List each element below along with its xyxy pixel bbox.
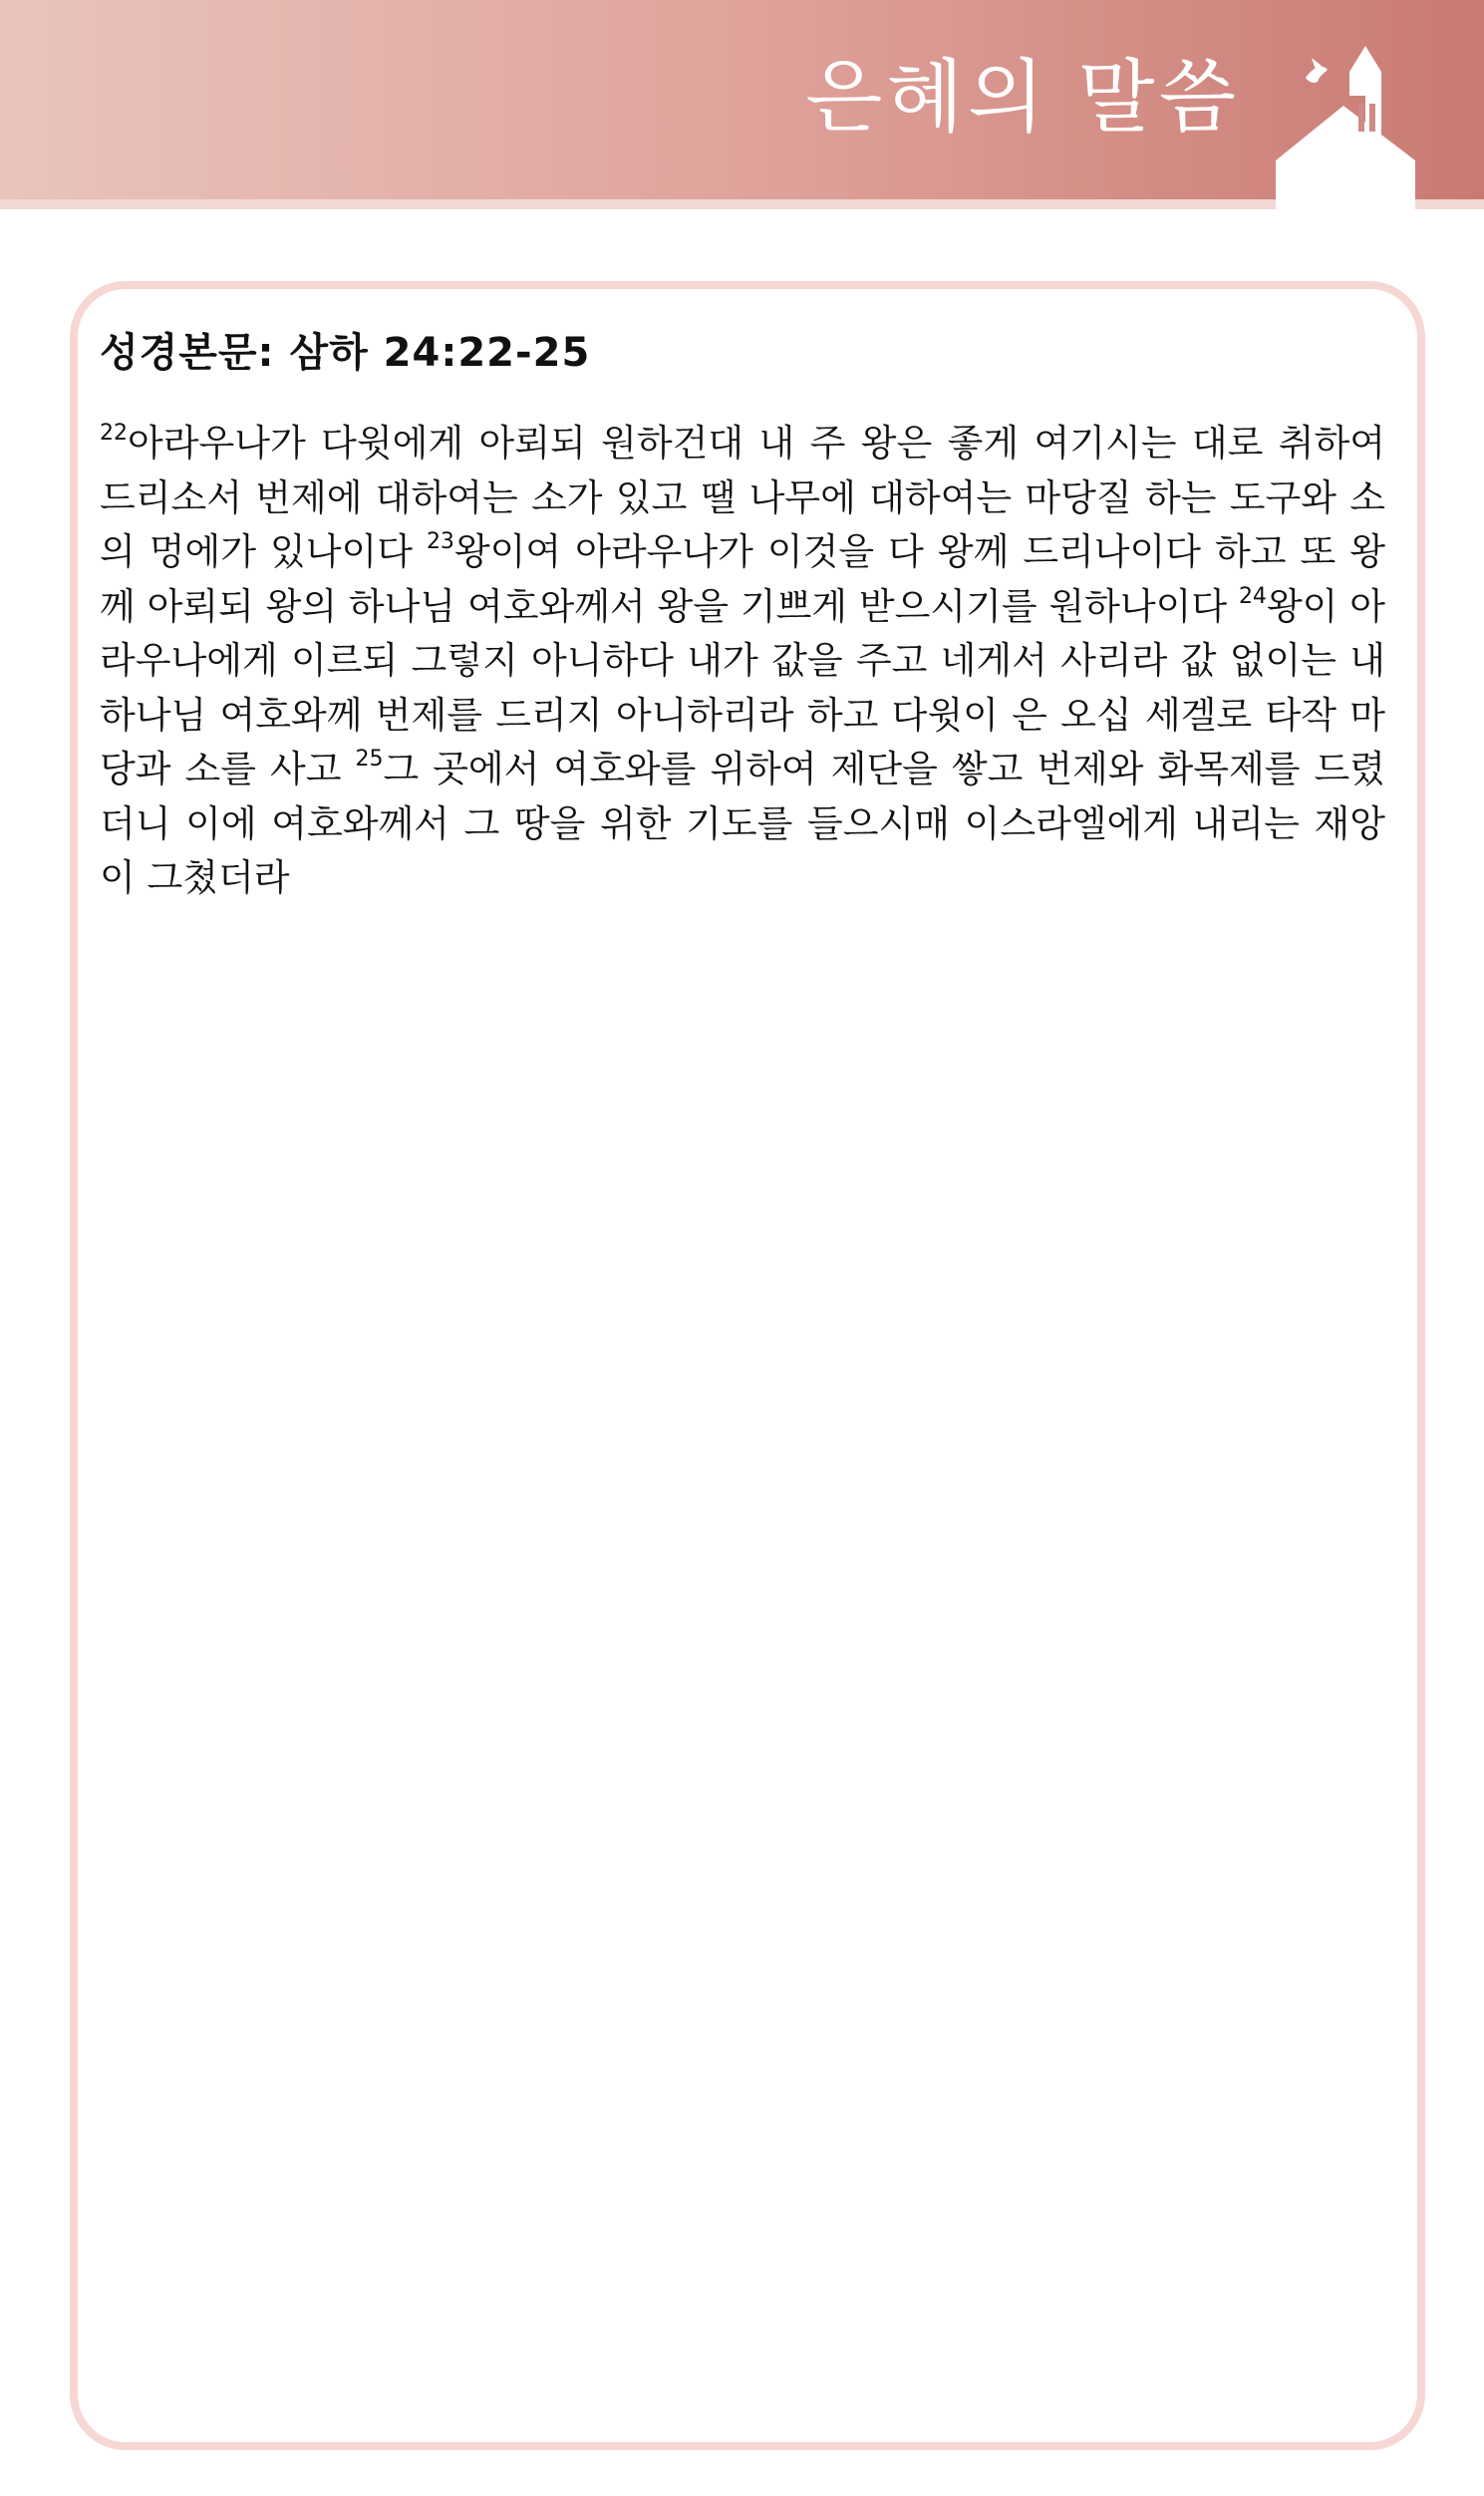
header-stripe: [0, 199, 1484, 209]
header-banner: [0, 0, 1484, 199]
verse-text: 아라우나가 다윗에게 아뢰되 원하건대 내 주 왕은 좋게 여기시는 대로 취하여 드리소서 번제에 대하여는 소가 있고 땔 나무에 대하여는 마당질 하는 도구와 소의 멍에가 있나이다: [100, 422, 1385, 573]
verse-text: 왕이여 아라우나가 이것을 다 왕께 드리나이다 하고 또 왕께 아뢰되 왕의 하나님 여호와께서 왕을 기쁘게 받으시기를 원하나이다: [100, 530, 1385, 628]
verse-number: 22: [100, 421, 128, 446]
passage-reference: 성경본문: 삼하 24:22-25: [100, 330, 591, 376]
church-icon: [1266, 36, 1455, 210]
verse-text: 왕이 아라우나에게 이르되 그렇지 아니하다 내가 값을 주고 네게서 사리라 값 없이는 내 하나님 여호와께 번제를 드리지 아니하리라 하고 다윗이 은 오십 세겔로 타작 마당과 소를 사고: [100, 584, 1385, 790]
verse-number: 24: [1238, 583, 1267, 609]
page-title: 은혜의 말씀: [805, 51, 1240, 144]
verse-text: 그 곳에서 여호와를 위하여 제단을 쌓고 번제와 화목제를 드렸더니 이에 여호와께서 그 땅을 위한 기도를 들으시매 이스라엘에게 내리는 재앙이 그쳤더라: [100, 748, 1385, 899]
verse-number: 23: [426, 529, 454, 554]
passage-text: [100, 417, 1385, 906]
verse-number: 25: [355, 747, 384, 772]
